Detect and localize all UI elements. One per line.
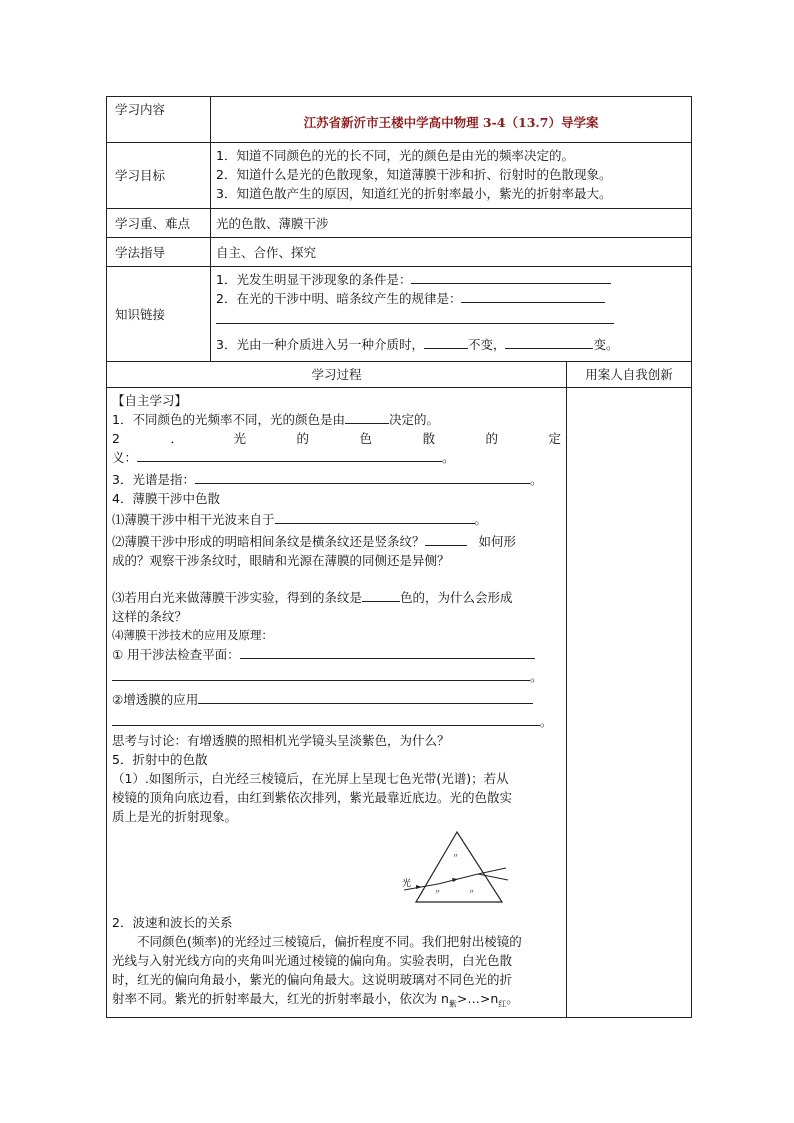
- q-def-label: 义：: [112, 450, 138, 465]
- q-spectrum: 3．光谱是指：: [112, 472, 195, 487]
- token: 的: [485, 431, 498, 446]
- link-q1: 1．光发生明显干涉现象的条件是：: [216, 272, 412, 287]
- content-label: 学习内容: [107, 97, 211, 143]
- token: 散: [422, 431, 435, 446]
- innovation-column[interactable]: [567, 388, 692, 1018]
- punct: 。: [442, 450, 455, 465]
- link-q3a: 3．光由一种介质进入另一种介质时，: [216, 337, 424, 352]
- answer-blank[interactable]: [112, 712, 540, 726]
- q-refraction: 5．折射中的色散: [112, 752, 208, 767]
- svg-text:〃: 〃: [452, 852, 459, 860]
- q-film-fringes-b: 如何形: [478, 534, 516, 549]
- punct: 。: [530, 669, 543, 684]
- wave-text: >…>n: [456, 991, 499, 1006]
- answer-blank[interactable]: [461, 289, 605, 303]
- token: 2: [112, 431, 120, 446]
- wave-text: 光线与入射光线方向的夹角叫光通过棱镜的偏向角。实验表明，白光色散: [112, 953, 513, 968]
- q-white-light-c: 这样的条纹？: [112, 609, 188, 624]
- answer-blank[interactable]: [275, 510, 475, 524]
- answer-blank[interactable]: [345, 410, 389, 424]
- keypoints-label: 学习重、难点: [107, 209, 211, 238]
- refraction-text: （1）.如图所示，白光经三棱镜后，在光屏上呈现七色光带(光谱)；若从: [112, 771, 509, 786]
- prism-diagram: [402, 828, 561, 913]
- goals-list: [211, 143, 692, 209]
- q-flatness: ① 用干涉法检查平面：: [112, 647, 240, 662]
- q-color: 1．不同颜色的光频率不同，光的颜色是由: [112, 412, 345, 427]
- goals-label: 学习目标: [107, 143, 211, 209]
- process-body: [107, 388, 567, 1018]
- answer-blank[interactable]: [112, 667, 530, 681]
- token: 的: [296, 431, 309, 446]
- prism-figure: [402, 828, 512, 908]
- q-film-fringes-c: 成的？观察干涉条纹时，眼睛和光源在薄膜的同侧还是异侧？: [112, 553, 450, 568]
- answer-blank[interactable]: [216, 310, 614, 324]
- link-q3c: 变。: [593, 337, 619, 352]
- punct: 。: [540, 714, 553, 729]
- answer-blank[interactable]: [137, 448, 442, 462]
- page-title: 江苏省新沂市王楼中学高中物理 3-4（13.7）导学案: [211, 97, 692, 143]
- process-header: 学习过程: [107, 362, 567, 388]
- token: ．: [170, 431, 183, 446]
- discussion: 思考与讨论：有增透膜的照相机光学镜头呈淡紫色，为什么？: [112, 733, 450, 748]
- token: 色: [359, 431, 372, 446]
- svg-text:〃: 〃: [468, 888, 475, 896]
- q-thin-film: 4．薄膜干涉中色散: [112, 491, 220, 506]
- answer-blank[interactable]: [505, 335, 593, 349]
- q-coating: ②增透膜的应用: [112, 692, 199, 707]
- link-q3b: 不变，: [467, 337, 506, 352]
- prism-label: 光: [402, 879, 412, 889]
- innovation-header: 用案人自我创新: [567, 362, 692, 388]
- link-q2: 2．在光的干涉中明、暗条纹产生的规律是：: [216, 291, 462, 306]
- answer-blank[interactable]: [240, 645, 535, 659]
- method-label: 学法指导: [107, 238, 211, 267]
- q-white-light-b: 色的，为什么会形成: [400, 590, 513, 605]
- q-wave-speed: 2．波速和波长的关系: [112, 915, 233, 930]
- punct: 。: [506, 991, 519, 1006]
- wave-text: 时，红光的偏向角最小，紫光的偏向角最大。这说明玻璃对不同色光的折: [112, 972, 513, 987]
- q-film-fringes: ⑵薄膜干涉中形成的明暗相间条纹是横条纹还是竖条纹？: [112, 534, 425, 549]
- q-color-end: 决定的。: [388, 412, 439, 427]
- refraction-text: 质上是光的折射现象。: [112, 809, 238, 824]
- answer-blank[interactable]: [425, 532, 467, 546]
- answer-blank[interactable]: [198, 690, 533, 704]
- answer-blank[interactable]: [424, 335, 468, 349]
- answer-blank[interactable]: [411, 270, 611, 284]
- token: 光: [233, 431, 246, 446]
- method-text: 自主、合作、探究: [211, 238, 692, 267]
- token: 定: [548, 431, 561, 446]
- answer-blank[interactable]: [362, 588, 400, 602]
- wave-text: 射率不同。紫光的折射率最大，红光的折射率最小，依次为 n: [112, 991, 449, 1006]
- punct: 。: [474, 512, 488, 527]
- subscript-purple: 紫: [448, 999, 457, 1009]
- q-white-light: ⑶若用白光来做薄膜干涉实验，得到的条纹是: [112, 590, 363, 605]
- q-dispersion-def: [112, 429, 561, 448]
- links-content: [211, 267, 692, 362]
- goal-item: 3．知道色散产生的原因，知道红光的折射率最小，紫光的折射率最大。: [216, 186, 612, 201]
- section-heading: 【自主学习】: [112, 393, 188, 408]
- answer-blank[interactable]: [195, 470, 530, 484]
- wave-text: 不同颜色(频率)的光经过三棱镜后，偏折程度不同。我们把射出棱镜的: [137, 934, 522, 949]
- svg-text:〃: 〃: [434, 888, 441, 896]
- goal-item: 1．知道不同颜色的光的长不同，光的颜色是由光的频率决定的。: [216, 148, 574, 163]
- q-film-source: ⑴薄膜干涉中相干光波来自于: [112, 512, 275, 527]
- refraction-text: 棱镜的顶角向底边看，由红到紫依次排列，紫光最靠近底边。光的色散实: [112, 790, 513, 805]
- links-label: 知识链接: [107, 267, 211, 362]
- keypoints-text: 光的色散、薄膜干涉: [211, 209, 692, 238]
- guide-sheet: [106, 96, 692, 1018]
- q-applications: ⑷薄膜干涉技术的应用及原理：: [112, 628, 273, 642]
- subscript-red: 红: [498, 999, 507, 1009]
- punct: 。: [529, 472, 543, 487]
- goal-item: 2．知道什么是光的色散现象，知道薄膜干涉和折、衍射时的色散现象。: [216, 167, 612, 182]
